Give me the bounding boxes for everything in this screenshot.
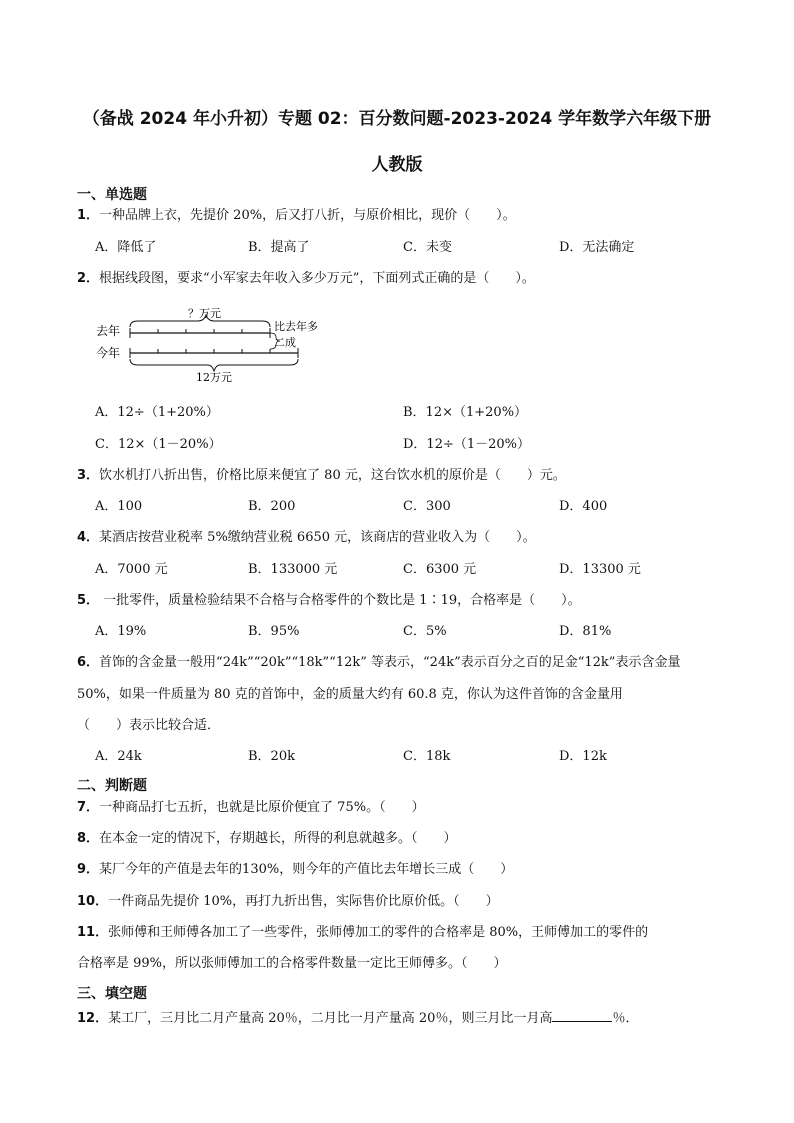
section-heading-true-false: 二、判断题 bbox=[77, 778, 147, 794]
option-a: A．7000 元 bbox=[95, 562, 168, 577]
question-number: 12． bbox=[77, 1011, 109, 1026]
option-b: B．133000 元 bbox=[248, 562, 338, 577]
question-suffix: ％． bbox=[612, 1011, 639, 1026]
option-a: A．降低了 bbox=[95, 240, 157, 255]
question-7 bbox=[77, 800, 425, 816]
option-b: B．95% bbox=[248, 624, 300, 639]
section-heading-single-choice: 一、单选题 bbox=[77, 187, 147, 203]
line-segment-diagram bbox=[92, 305, 352, 385]
doc-title-line1: （备战 2024 年小升初）专题 02：百分数问题-2023-2024 学年数学六年级下册 bbox=[82, 109, 712, 129]
option-d: D．12k bbox=[559, 749, 607, 764]
question-8 bbox=[77, 831, 457, 847]
label-bottom-total: 12万元 bbox=[196, 371, 232, 384]
question-2 bbox=[77, 271, 535, 287]
label-side-2: 二成 bbox=[274, 336, 296, 349]
question-number: 6． bbox=[77, 655, 100, 670]
option-c: C．未变 bbox=[403, 240, 452, 255]
option-c: C．18k bbox=[403, 749, 451, 764]
question-number: 3． bbox=[77, 468, 100, 483]
question-text: 首饰的含金量一般用“24k”“20k”“18k”“12k” 等表示，“24k”表示百分之百的足金“12k”表示含金量 bbox=[99, 655, 681, 670]
question-4 bbox=[77, 530, 536, 546]
option-a: A．100 bbox=[95, 499, 143, 514]
question-6-line2: 50%，如果一件质量为 80 克的首饰中，金的质量大约有 60.8 克，你认为这件首饰的含金量用 bbox=[77, 687, 623, 702]
question-10 bbox=[77, 894, 499, 910]
question-3 bbox=[77, 468, 566, 484]
question-number: 9． bbox=[77, 862, 100, 877]
option-d: D．无法确定 bbox=[559, 240, 635, 255]
question-number: 4． bbox=[77, 530, 100, 545]
label-last-year: 去年 bbox=[96, 324, 121, 338]
option-c: C．5% bbox=[403, 624, 447, 639]
question-number: 8． bbox=[77, 831, 100, 846]
option-b: B．12×（1+20%） bbox=[403, 405, 528, 420]
option-c: C．300 bbox=[403, 499, 451, 514]
option-c: C．6300 元 bbox=[403, 562, 477, 577]
label-side-1: 比去年多 bbox=[274, 320, 318, 333]
option-c: C．12×（1－20%） bbox=[95, 437, 222, 452]
question-6 bbox=[77, 655, 680, 671]
question-1 bbox=[77, 208, 516, 224]
question-number: 7． bbox=[77, 800, 100, 815]
option-a: A．19% bbox=[95, 624, 147, 639]
question-text: 在本金一定的情况下，存期越长，所得的利息就越多。（ ） bbox=[99, 831, 457, 846]
option-a: A．24k bbox=[95, 749, 142, 764]
option-d: D．13300 元 bbox=[559, 562, 641, 577]
question-6-line3: （ ）表示比较合适． bbox=[77, 718, 221, 733]
question-text: 某工厂，三月比二月产量高 20％，二月比一月产量高 20％，则三月比一月高 bbox=[108, 1011, 553, 1026]
question-number: 10． bbox=[77, 894, 109, 909]
question-number: 5． bbox=[77, 593, 100, 608]
question-12 bbox=[77, 1009, 638, 1027]
question-number: 11． bbox=[77, 925, 109, 940]
label-this-year: 今年 bbox=[96, 346, 121, 360]
question-9 bbox=[77, 862, 513, 878]
option-d: D．400 bbox=[559, 499, 608, 514]
question-text: 一种商品打七五折，也就是比原价便宜了 75%。（ ） bbox=[99, 800, 425, 815]
question-text: 某酒店按营业税率 5%缴纳营业税 6650 元，该商店的营业收入为（ ）。 bbox=[99, 530, 536, 545]
question-text: 根据线段图，要求“小军家去年收入多少万元”，下面列式正确的是（ ）。 bbox=[99, 271, 535, 286]
option-b: B．提高了 bbox=[248, 240, 310, 255]
option-b: B．20k bbox=[248, 749, 295, 764]
question-text: 张师傅和王师傅各加工了一些零件，张师傅加工的零件的合格率是 80%，王师傅加工的零件的 bbox=[108, 925, 649, 940]
question-11 bbox=[77, 925, 648, 941]
question-text: 一批零件，质量检验结果不合格与合格零件的个数比是 1∶19，合格率是（ ）。 bbox=[99, 593, 581, 608]
option-b: B．200 bbox=[248, 499, 296, 514]
question-text: 饮水机打八折出售，价格比原来便宜了 80 元，这台饮水机的原价是（ ）元。 bbox=[99, 468, 566, 483]
question-text: 一种品牌上衣，先提价 20%，后又打八折，与原价相比，现价（ ）。 bbox=[99, 208, 516, 223]
option-d: D．12÷（1－20%） bbox=[403, 437, 531, 452]
section-heading-fill-blank: 三、填空题 bbox=[77, 986, 147, 1002]
label-top-unknown: ？万元 bbox=[188, 307, 221, 320]
answer-blank[interactable] bbox=[552, 1009, 612, 1022]
question-text: 某厂今年的产值是去年的130%，则今年的产值比去年增长三成（ ） bbox=[99, 862, 514, 877]
option-d: D．81% bbox=[559, 624, 612, 639]
option-a: A．12÷（1+20%） bbox=[95, 405, 219, 420]
question-11-line2: 合格率是 99%，所以张师傅加工的合格零件数量一定比王师傅多。（ ） bbox=[77, 956, 507, 971]
question-number: 1． bbox=[77, 208, 100, 223]
question-text: 一件商品先提价 10%，再打九折出售，实际售价比原价低。（ ） bbox=[108, 894, 499, 909]
bottom-brace bbox=[130, 359, 298, 371]
doc-title-line2: 人教版 bbox=[371, 155, 423, 175]
question-number: 2． bbox=[77, 271, 100, 286]
question-5 bbox=[77, 593, 581, 609]
